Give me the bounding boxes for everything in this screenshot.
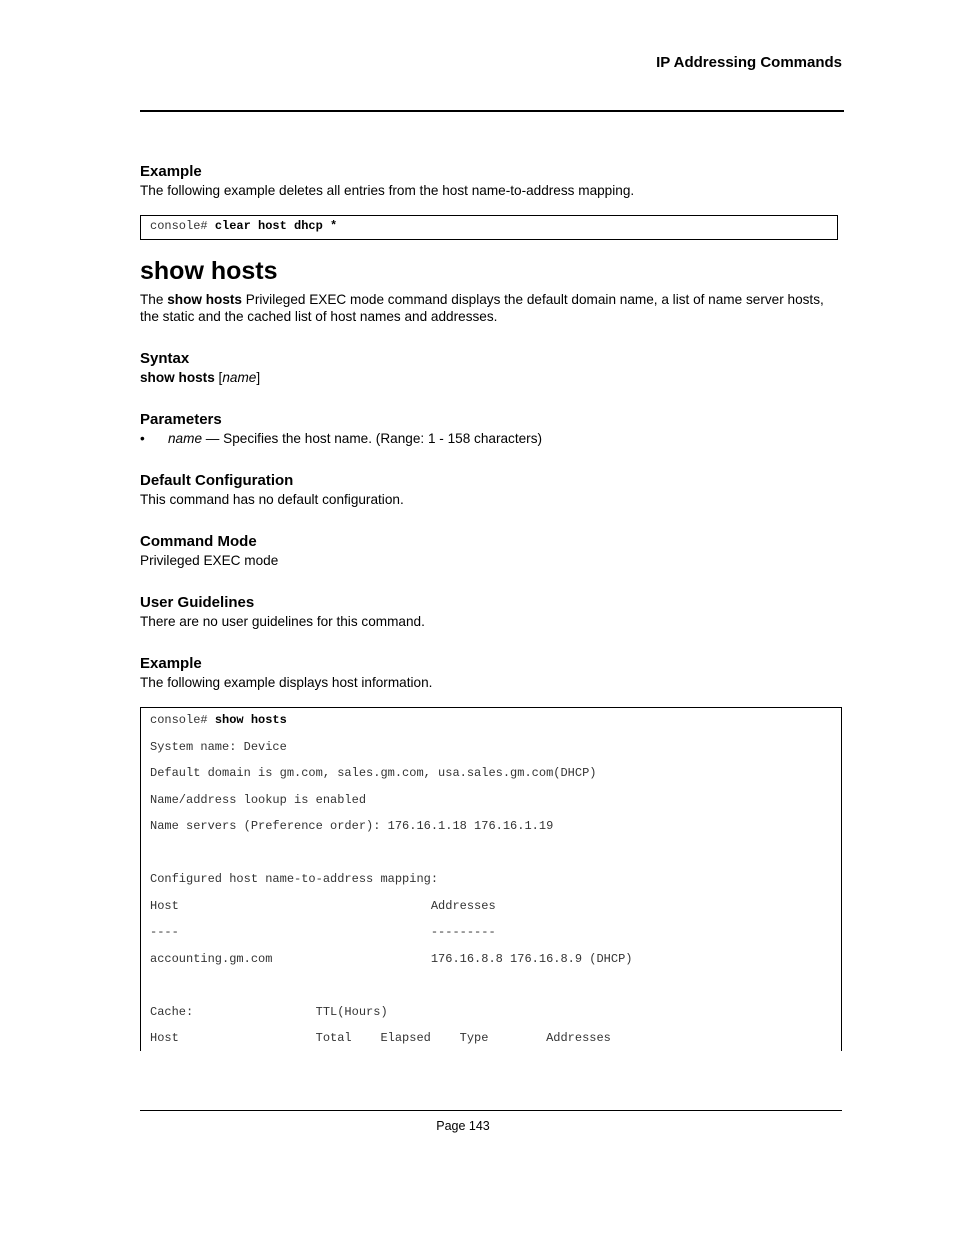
code-line: ---- --------- (150, 925, 496, 939)
user-guidelines-text: There are no user guidelines for this command. (140, 614, 425, 629)
code-line: console# show hosts (150, 713, 287, 727)
header-rule (140, 110, 844, 112)
code-line (150, 976, 841, 1003)
code-line: Cache: TTL(Hours) (150, 1004, 388, 1019)
footer-rule (140, 1110, 842, 1111)
command-name: show hosts (167, 292, 242, 307)
param-name: name (168, 431, 203, 446)
default-config-heading: Default Configuration (140, 472, 294, 489)
page-number: Page 143 (436, 1119, 490, 1133)
code-line: accounting.gm.com 176.16.8.8 176.16.8.9 (DHCP) (150, 951, 633, 966)
code-line: Configured host name-to-address mapping: (150, 872, 439, 886)
running-header: IP Addressing Commands (656, 54, 842, 71)
code-block (140, 215, 838, 240)
code-line: Host Total Elapsed Type Addresses (150, 1031, 611, 1045)
command-mode-heading: Command Mode (140, 533, 257, 550)
syntax-line: show hosts [name] (140, 370, 261, 385)
main-content (140, 162, 844, 691)
example-text: The following example deletes all entries from the host name-to-address mapping. (140, 183, 635, 198)
command-description: The show hosts Privileged EXEC mode command displays the default domain name, a list of name server hosts, the static and the cached list of host names and addresses. (140, 292, 824, 324)
bullet-icon: • (140, 431, 145, 446)
console-command: clear host dhcp * (214, 219, 338, 233)
code-block (140, 707, 842, 1051)
param-desc: — Specifies the host name. (Range: 1 - 158 characters) (202, 431, 543, 446)
code-line: System name: Device (150, 739, 287, 754)
command-title: show hosts (140, 257, 278, 285)
list-item (140, 430, 844, 447)
code-line (150, 844, 841, 871)
default-config-text: This command has no default configuration. (140, 492, 404, 507)
example-heading: Example (140, 655, 202, 672)
example-heading: Example (140, 163, 202, 180)
code-line: Host Addresses (150, 898, 496, 913)
example-text: The following example displays host information. (140, 675, 433, 690)
syntax-heading: Syntax (140, 350, 190, 367)
user-guidelines-heading: User Guidelines (140, 594, 255, 611)
code-line: Name servers (Preference order): 176.16.1.18 176.16.1.19 (150, 819, 554, 833)
parameters-heading: Parameters (140, 411, 222, 428)
code-line: Name/address lookup is enabled (150, 792, 367, 807)
command-mode-text: Privileged EXEC mode (140, 553, 279, 568)
console-prompt: console# (150, 219, 208, 233)
code-line: Default domain is gm.com, sales.gm.com, usa.sales.gm.com(DHCP) (150, 766, 597, 780)
